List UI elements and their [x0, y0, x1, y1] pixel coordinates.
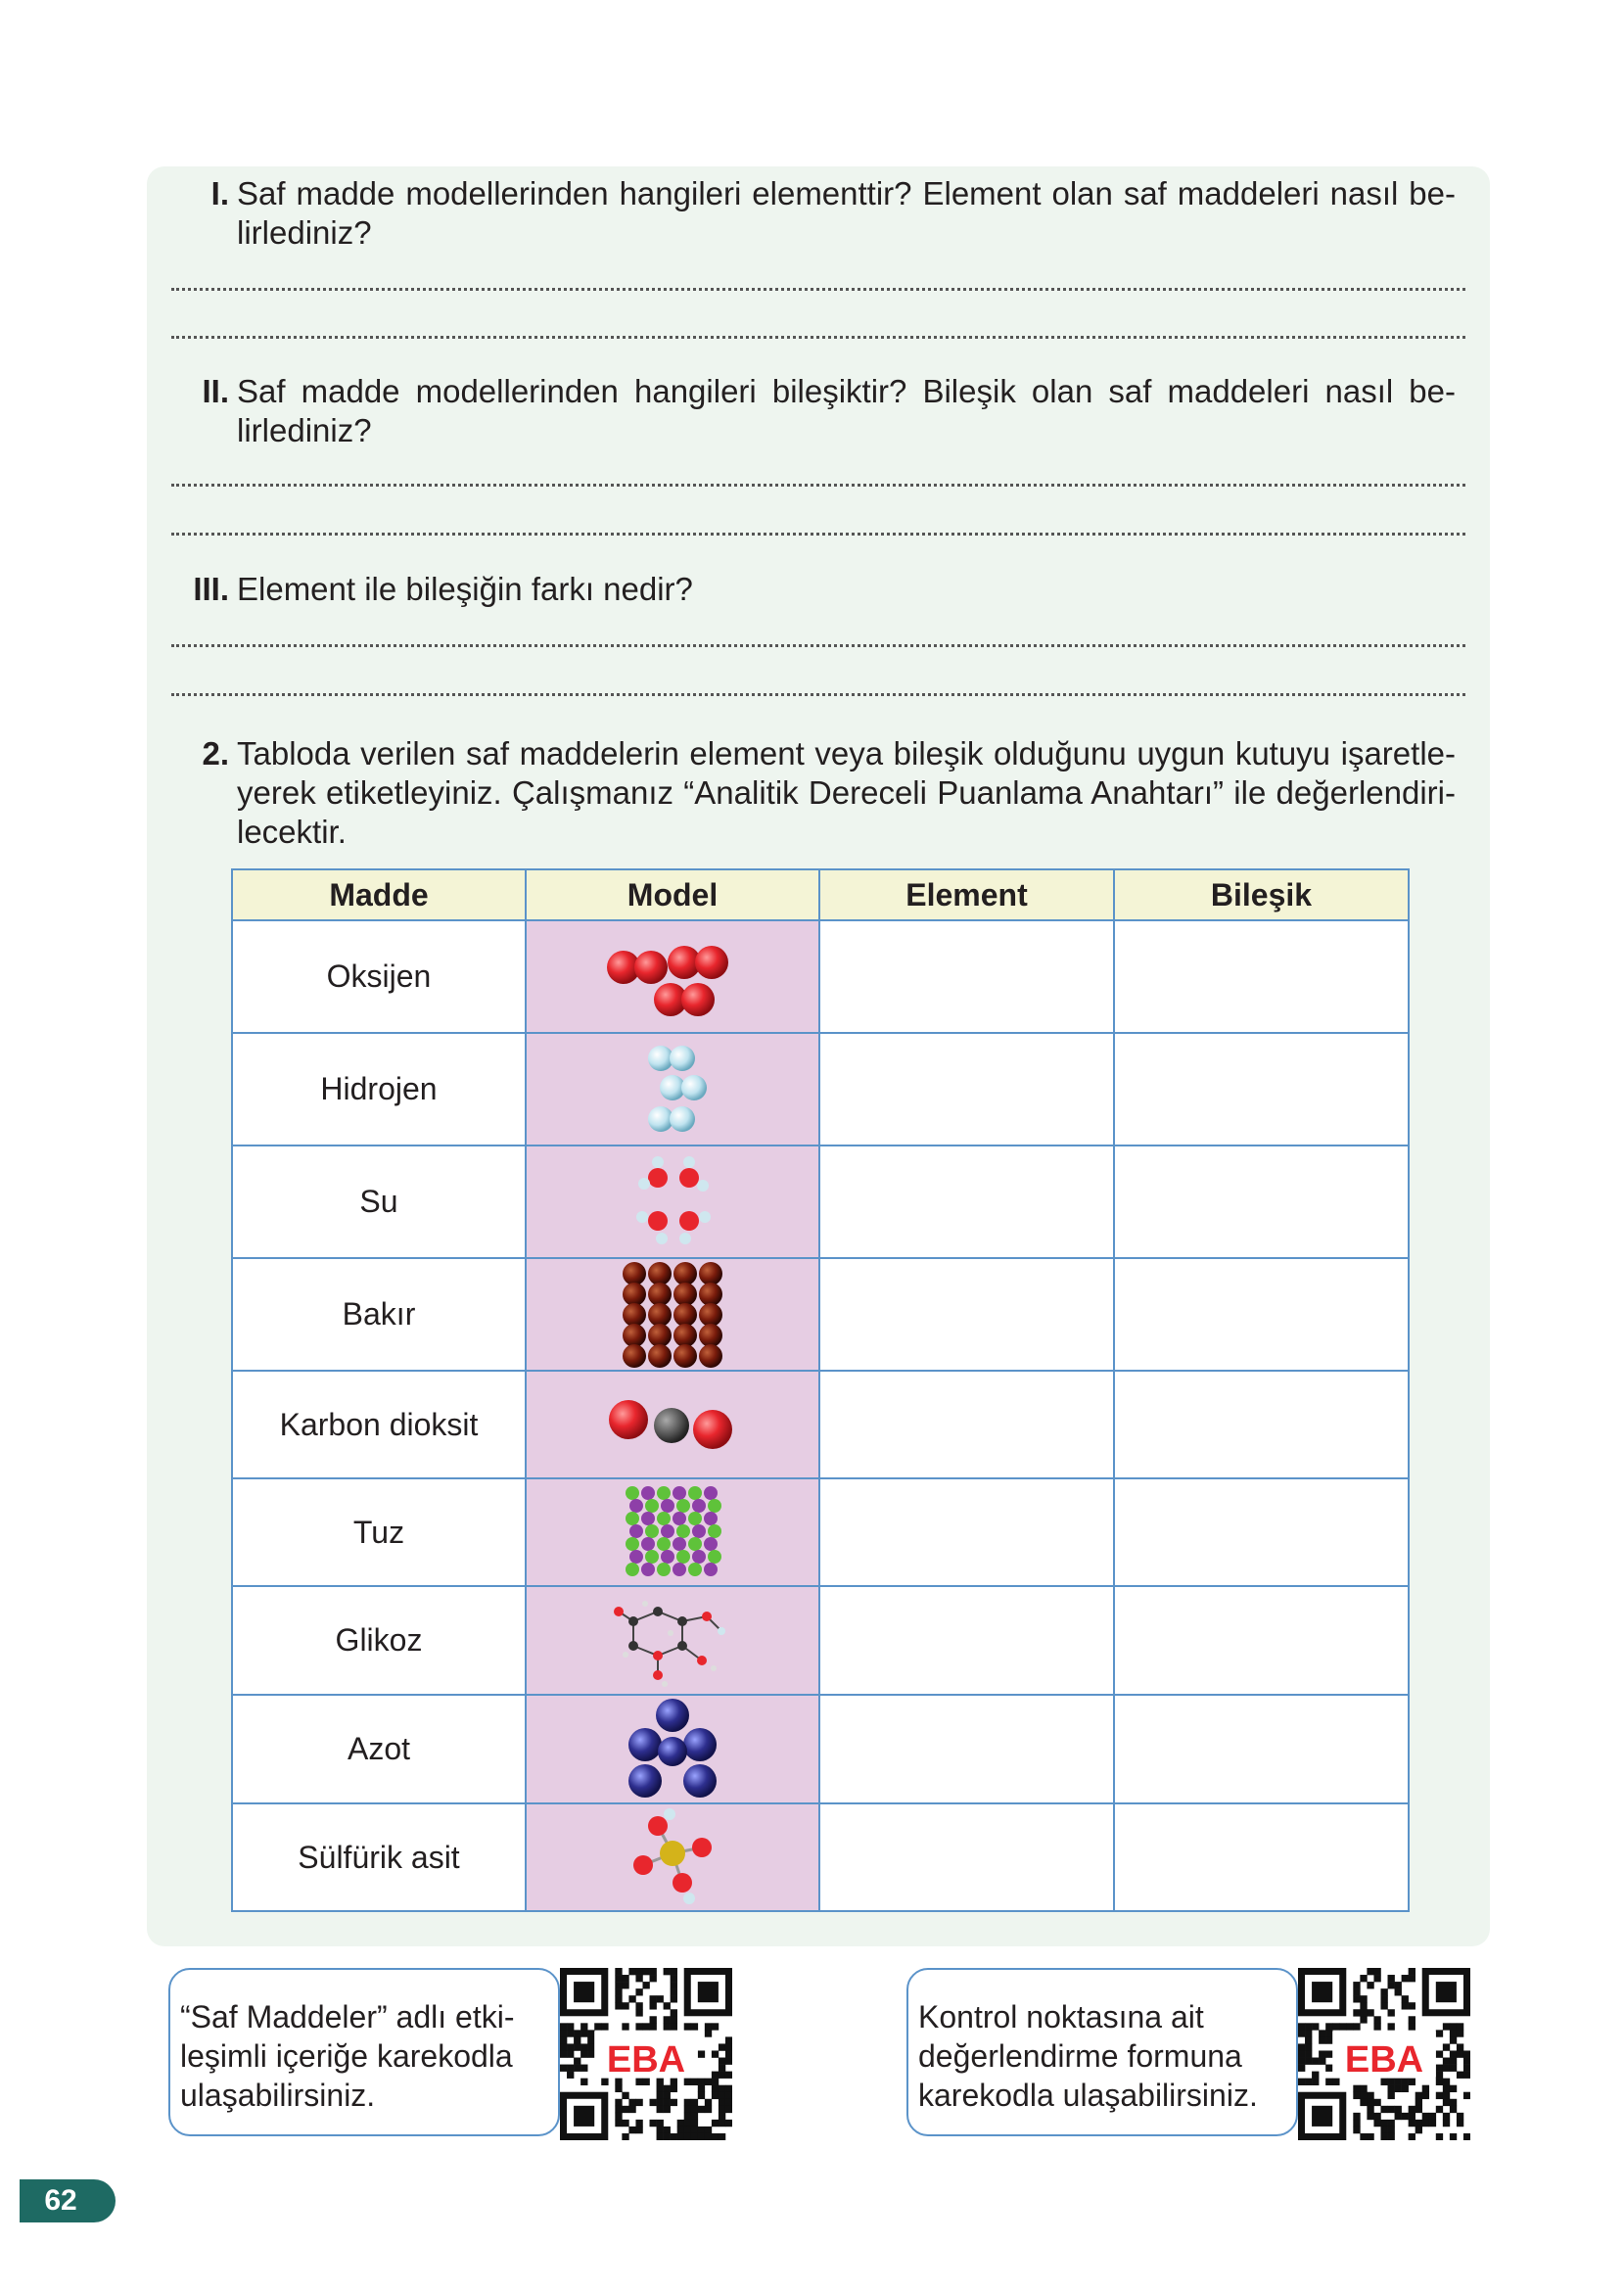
table-header-row	[232, 869, 1409, 920]
bilesik-checkbox-cell[interactable]	[1114, 1803, 1409, 1911]
copper-atom	[648, 1283, 672, 1306]
substance-name: Azot	[232, 1695, 526, 1803]
eba-logo: EBA	[606, 2039, 686, 2081]
copper-atom	[648, 1262, 672, 1286]
copper-atom	[673, 1283, 697, 1306]
caption-line: ulaşabilirsiniz.	[180, 2078, 376, 2113]
caption-line: karekodla ulaşabilirsiniz.	[918, 2078, 1258, 2113]
element-checkbox-cell[interactable]	[819, 1146, 1114, 1258]
qr-caption	[180, 1997, 514, 2115]
caption-line: Kontrol noktasına ait	[918, 1999, 1204, 2034]
ion	[704, 1512, 718, 1525]
question-number: II.	[202, 373, 229, 409]
ion	[645, 1550, 659, 1564]
page-number: 62	[20, 2179, 116, 2222]
model-cell	[526, 1146, 819, 1258]
ion	[626, 1486, 639, 1500]
ion	[673, 1512, 686, 1525]
bilesik-checkbox-cell[interactable]	[1114, 1033, 1409, 1146]
copper-atom	[699, 1324, 722, 1347]
salt-crystal-icon	[619, 1483, 726, 1581]
element-checkbox-cell[interactable]	[819, 1258, 1114, 1371]
header-model: Model	[526, 869, 819, 920]
model-cell	[526, 1371, 819, 1478]
qr-caption	[918, 1997, 1258, 2115]
ion	[688, 1563, 702, 1576]
ion	[688, 1486, 702, 1500]
table-row	[232, 1803, 1409, 1911]
substance-name: Sülfürik asit	[232, 1803, 526, 1911]
ion	[688, 1512, 702, 1525]
ion	[645, 1524, 659, 1538]
ion	[641, 1537, 655, 1551]
ion	[673, 1486, 686, 1500]
answer-line[interactable]	[171, 644, 1465, 647]
model-cell	[526, 1033, 819, 1146]
ion	[692, 1499, 706, 1513]
header-bilesik: Bileşik	[1114, 869, 1409, 920]
bilesik-checkbox-cell[interactable]	[1114, 1695, 1409, 1803]
ion	[692, 1550, 706, 1564]
substance-name: Karbon dioksit	[232, 1371, 526, 1478]
substance-name: Tuz	[232, 1478, 526, 1586]
answer-line[interactable]	[171, 484, 1465, 487]
element-checkbox-cell[interactable]	[819, 920, 1114, 1033]
qr-note-interactive-content	[168, 1968, 560, 2136]
copper-atom	[623, 1303, 646, 1327]
model-cell	[526, 1695, 819, 1803]
table-row	[232, 1258, 1409, 1371]
ion	[704, 1537, 718, 1551]
model-cell	[526, 1478, 819, 1586]
bilesik-checkbox-cell[interactable]	[1114, 1146, 1409, 1258]
copper-atom	[699, 1262, 722, 1286]
copper-atom	[673, 1324, 697, 1347]
ion	[629, 1524, 643, 1538]
ion	[641, 1512, 655, 1525]
eba-logo: EBA	[1344, 2039, 1424, 2081]
ion	[708, 1550, 721, 1564]
classification-table	[231, 868, 1410, 1912]
element-checkbox-cell[interactable]	[819, 1033, 1114, 1146]
table-row	[232, 1371, 1409, 1478]
qr-code-icon[interactable]	[1298, 1968, 1470, 2140]
substance-name: Bakır	[232, 1258, 526, 1371]
ion	[708, 1499, 721, 1513]
substance-name: Hidrojen	[232, 1033, 526, 1146]
ion	[676, 1499, 690, 1513]
table-row	[232, 1146, 1409, 1258]
element-checkbox-cell[interactable]	[819, 1586, 1114, 1695]
header-madde: Madde	[232, 869, 526, 920]
table-row	[232, 1478, 1409, 1586]
ion	[626, 1563, 639, 1576]
ion	[676, 1524, 690, 1538]
substance-name: Su	[232, 1146, 526, 1258]
answer-line[interactable]	[171, 336, 1465, 339]
question-text: Saf madde modellerinden hangileri bileşiktir? Bileşik olan saf maddeleri nasıl be-lirlediniz?	[237, 373, 1456, 448]
copper-atom	[623, 1344, 646, 1368]
task-number: 2.	[202, 735, 229, 771]
copper-atom	[648, 1324, 672, 1347]
element-checkbox-cell[interactable]	[819, 1371, 1114, 1478]
bilesik-checkbox-cell[interactable]	[1114, 1258, 1409, 1371]
table-row	[232, 1586, 1409, 1695]
model-cell	[526, 1258, 819, 1371]
ion	[657, 1537, 671, 1551]
ion	[676, 1550, 690, 1564]
glucose-molecule-icon	[604, 1592, 741, 1690]
question-number: III.	[193, 571, 229, 607]
ion	[704, 1563, 718, 1576]
answer-line[interactable]	[171, 533, 1465, 536]
copper-atom	[673, 1344, 697, 1368]
ion	[692, 1524, 706, 1538]
copper-atom	[648, 1303, 672, 1327]
table-row	[232, 1695, 1409, 1803]
element-checkbox-cell[interactable]	[819, 1803, 1114, 1911]
question-text: Element ile bileşiğin farkı nedir?	[237, 571, 693, 607]
caption-line: “Saf Maddeler” adlı etki-	[180, 1999, 515, 2034]
element-checkbox-cell[interactable]	[819, 1478, 1114, 1586]
table-row	[232, 1033, 1409, 1146]
model-cell	[526, 1803, 819, 1911]
ion	[661, 1524, 674, 1538]
ion	[704, 1486, 718, 1500]
water-molecules-icon	[619, 1150, 726, 1253]
model-cell	[526, 920, 819, 1033]
bilesik-checkbox-cell[interactable]	[1114, 1478, 1409, 1586]
substance-name: Oksijen	[232, 920, 526, 1033]
hydrogen-molecules-icon	[624, 1041, 721, 1139]
header-element: Element	[819, 869, 1114, 920]
copper-atom	[699, 1283, 722, 1306]
ion	[626, 1512, 639, 1525]
caption-line: değerlendirme formuna	[918, 2038, 1242, 2074]
ion	[626, 1537, 639, 1551]
ion	[657, 1563, 671, 1576]
copper-atom	[699, 1344, 722, 1368]
task-text: Tabloda verilen saf maddelerin element veya bileşik olduğunu uygun kutuyu işaretle-yerek etiketleyiniz. Çalışmanız “Analitik Dereceli Puanlama Anahtarı” ile değerlendiri-lecektir.	[237, 735, 1456, 850]
caption-line: leşimli içeriğe karekodla	[180, 2038, 513, 2074]
ion	[661, 1499, 674, 1513]
nitrogen-molecules-icon	[614, 1698, 731, 1800]
bilesik-checkbox-cell[interactable]	[1114, 920, 1409, 1033]
copper-atom	[673, 1262, 697, 1286]
sulfuric-acid-molecule-icon	[619, 1806, 726, 1909]
ion	[629, 1499, 643, 1513]
copper-lattice-icon	[619, 1262, 726, 1368]
ion	[688, 1537, 702, 1551]
table-row	[232, 920, 1409, 1033]
ion	[641, 1563, 655, 1576]
ion	[708, 1524, 721, 1538]
copper-atom	[648, 1344, 672, 1368]
bilesik-checkbox-cell[interactable]	[1114, 1586, 1409, 1695]
ion	[645, 1499, 659, 1513]
copper-atom	[673, 1303, 697, 1327]
element-checkbox-cell[interactable]	[819, 1695, 1114, 1803]
copper-atom	[623, 1283, 646, 1306]
ion	[641, 1486, 655, 1500]
carbon-dioxide-molecule-icon	[599, 1390, 746, 1459]
question-number: I.	[210, 175, 229, 211]
ion	[657, 1512, 671, 1525]
bilesik-checkbox-cell[interactable]	[1114, 1371, 1409, 1478]
answer-line[interactable]	[171, 693, 1465, 696]
copper-atom	[699, 1303, 722, 1327]
ion	[661, 1550, 674, 1564]
substance-name: Glikoz	[232, 1586, 526, 1695]
ion	[673, 1537, 686, 1551]
ion	[657, 1486, 671, 1500]
copper-atom	[623, 1262, 646, 1286]
ion	[673, 1563, 686, 1576]
model-cell	[526, 1586, 819, 1695]
question-text: Saf madde modellerinden hangileri elementtir? Element olan saf maddeleri nasıl be-lirlediniz?	[237, 175, 1456, 251]
ion	[629, 1550, 643, 1564]
qr-note-assessment-form	[906, 1968, 1298, 2136]
copper-atom	[623, 1324, 646, 1347]
qr-code-icon[interactable]	[560, 1968, 732, 2140]
answer-line[interactable]	[171, 288, 1465, 291]
oxygen-molecules-icon	[604, 933, 741, 1021]
